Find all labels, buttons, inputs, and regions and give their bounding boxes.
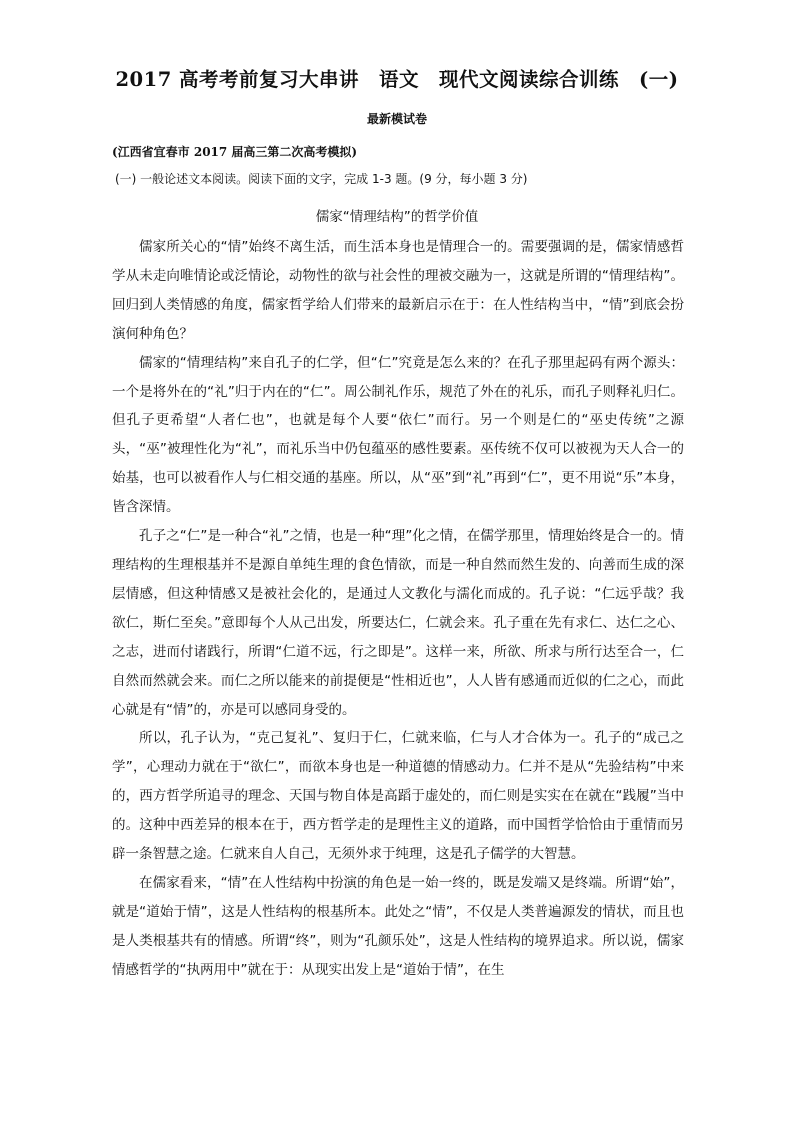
essay-body	[112, 233, 684, 985]
section-instruction: (一) 一般论述文本阅读。阅读下面的文字，完成 1-3 题。(9 分，每小题 3 分)	[115, 172, 528, 186]
exam-source: (江西省宜春市 2017 届高三第二次高考模拟)	[112, 145, 358, 159]
paragraph: 儒家的“情理结构”来自孔子的仁学，但“仁”究竟是怎么来的？在孔子那里起码有两个源头：一个是将外在的“礼”归于内在的“仁”。周公制礼作乐，规范了外在的礼乐，而孔子则释礼归仁。但孔子更希望“人者仁也”，也就是每个人要“依仁”而行。另一个则是仁的“巫史传统”之源头，“巫”被理性化为“礼”，而礼乐当中仍包蕴巫的感性要素。巫传统不仅可以被视为天人合一的始基，也可以被看作人与仁相交通的基座。所以，从“巫”到“礼”再到“仁”，更不用说“乐”本身，皆含深情。	[112, 354, 684, 516]
paragraph: 在儒家看来，“情”在人性结构中扮演的角色是一始一终的，既是发端又是终端。所谓“始”，就是“道始于情”，这是人性结构的根基所本。此处之“情”，不仅是人类普遍源发的情状，而且也是人类根基共有的情感。所谓“终”，则为“孔颜乐处”，这是人性结构的境界追求。所以说，儒家情感哲学的“执两用中”就在于：从现实出发上是“道始于情”，在生	[112, 874, 684, 978]
essay-title: 儒家“情理结构”的哲学价值	[315, 209, 479, 225]
document-title: 2017 高考考前复习大串讲 语文 现代文阅读综合训练 (一)	[115, 68, 679, 91]
paragraph: 儒家所关心的“情”始终不离生活，而生活本身也是情理合一的。需要强调的是，儒家情感哲学从未走向唯情论或泛情论，动物性的欲与社会性的理被交融为一，这就是所谓的“情理结构”。回归到人类情感的角度，儒家哲学给人们带来的最新启示在于：在人性结构当中，“情”到底会扮演何种角色？	[112, 239, 684, 342]
document-subtitle: 最新模试卷	[366, 112, 427, 126]
paragraph: 所以，孔子认为，“克己复礼”、复归于仁，仁就来临，仁与人才合体为一。孔子的“成己之学”，心理动力就在于“欲仁”，而欲本身也是一种道德的情感动力。仁并不是从“先验结构”中来的，西方哲学所追寻的理念、天国与物自体是高蹈于虚处的，而仁则是实实在在就在“践履”当中的。这种中西差异的根本在于，西方哲学走的是理性主义的道路，而中国哲学恰恰由于重情而另辟一条智慧之途。仁就来自人自己，无须外求于纯理，这是孔子儒学的大智慧。	[112, 730, 684, 863]
paragraph: 孔子之“仁”是一种合“礼”之情，也是一种“理”化之情，在儒学那里，情理始终是合一的。情理结构的生理根基并不是源自单纯生理的食色情欲，而是一种自然而然生发的、向善而生成的深层情感，但这种情感又是被社会化的，是通过人文教化与濡化而成的。孔子说：“仁远乎哉？我欲仁，斯仁至矣。”意即每个人从己出发，所要达仁，仁就会来。孔子重在先有求仁、达仁之心、之志，进而付诸践行，所谓“仁道不远，行之即是”。这样一来，所欲、所求与所行达至合一，仁自然而然就会来。而仁之所以能来的前提便是“性相近也”，人人皆有感通而近似的仁之心，而此心就是有“情”的，亦是可以感同身受的。	[112, 528, 684, 718]
